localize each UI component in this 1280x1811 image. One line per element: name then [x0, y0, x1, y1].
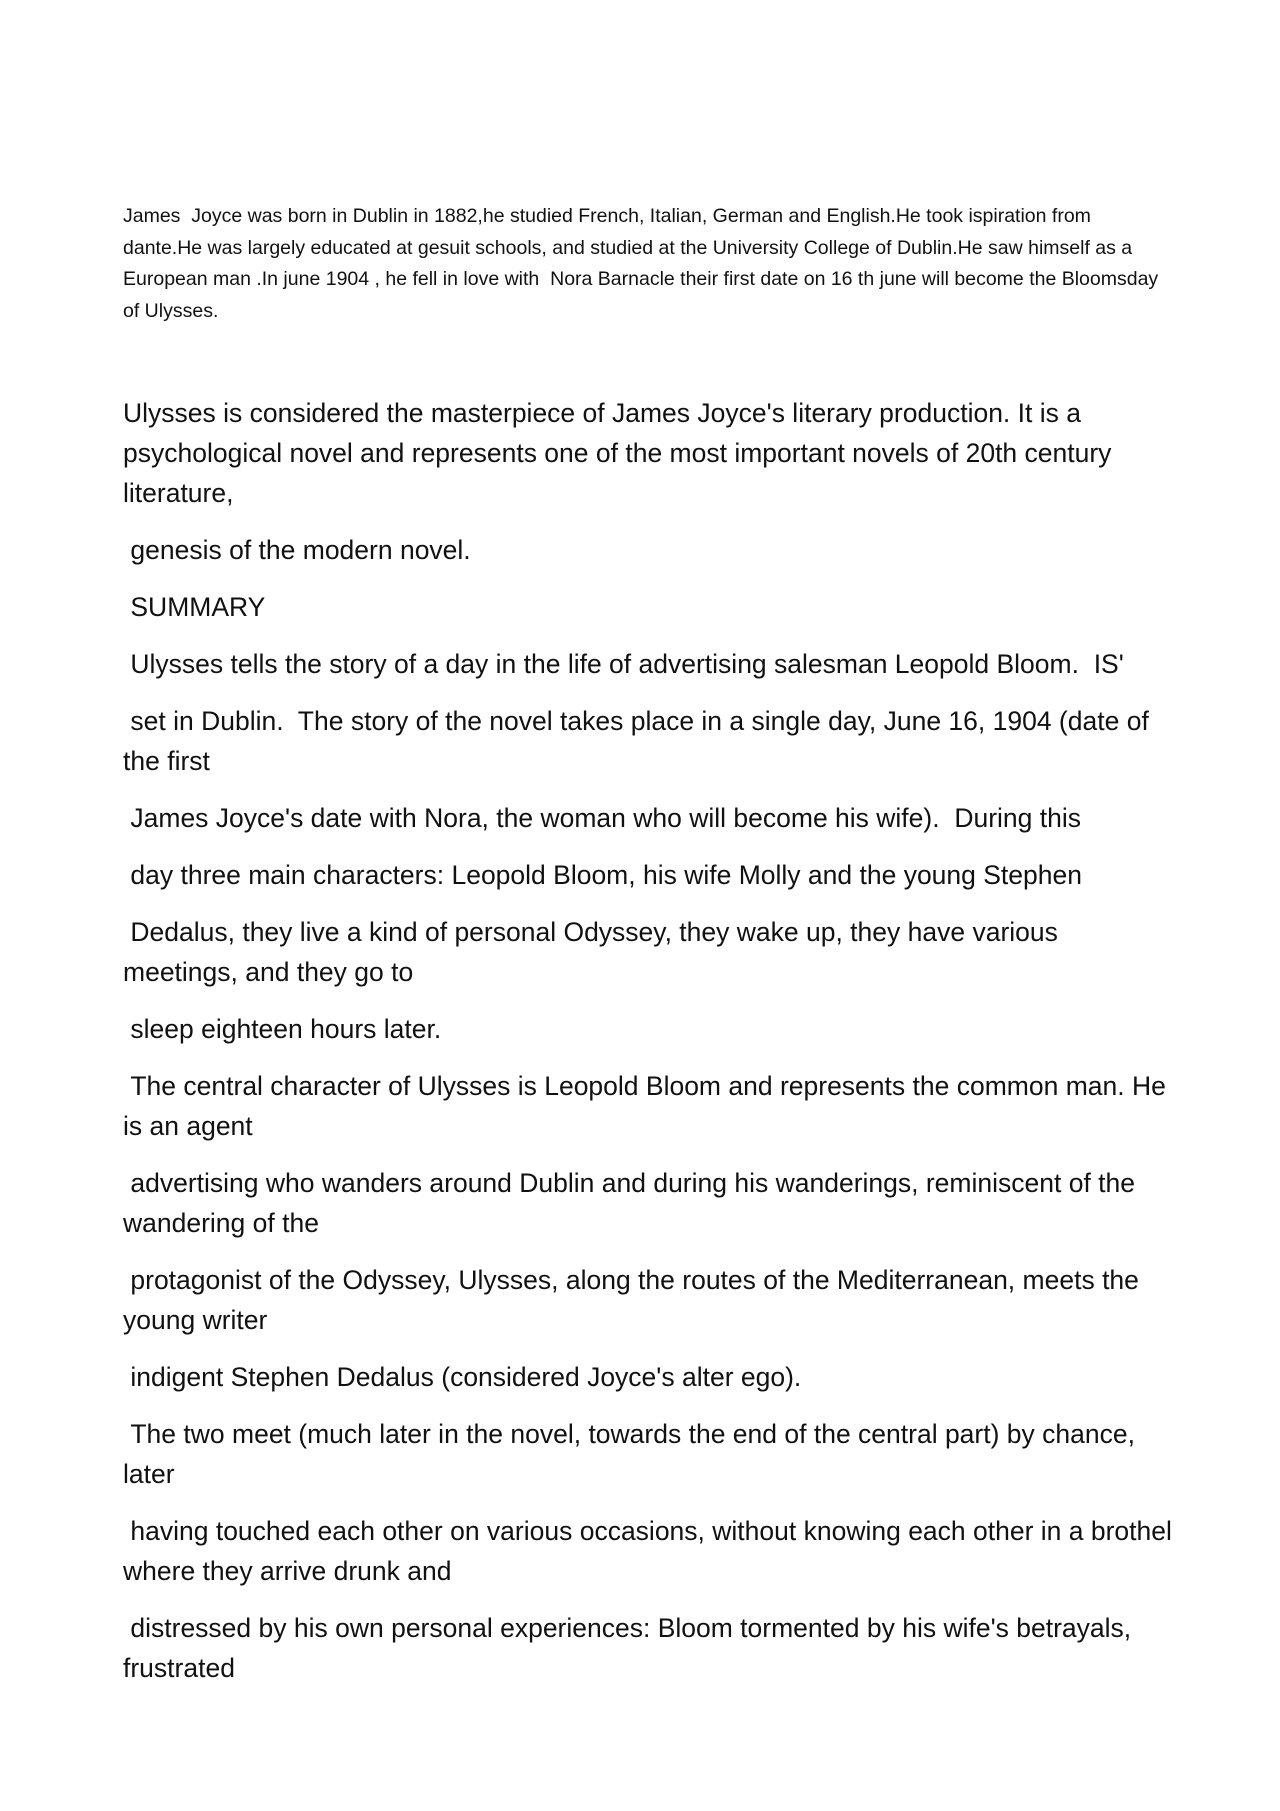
body-paragraph: genesis of the modern novel. [123, 535, 471, 565]
body-paragraph: advertising who wanders around Dublin and during his wanderings, reminiscent of the wandering of the [123, 1168, 1143, 1238]
body-paragraph: protagonist of the Odyssey, Ulysses, along the routes of the Mediterranean, meets the young writer [123, 1265, 1147, 1335]
body-paragraph: Ulysses tells the story of a day in the life of advertising salesman Leopold Bloom. IS' [123, 649, 1124, 679]
body-text [123, 393, 1180, 1705]
body-paragraph: Dedalus, they live a kind of personal Odyssey, they wake up, they have various meetings, and they go to [123, 917, 1066, 987]
body-paragraph: set in Dublin. The story of the novel takes place in a single day, June 16, 1904 (date of the first [123, 706, 1157, 776]
section-heading-summary: SUMMARY [123, 592, 266, 622]
body-paragraph: James Joyce's date with Nora, the woman who will become his wife). During this [123, 803, 1081, 833]
body-paragraph: The central character of Ulysses is Leopold Bloom and represents the common man. He is an agent [123, 1071, 1174, 1141]
body-paragraph: distressed by his own personal experiences: Bloom tormented by his wife's betrayals, frustrated [123, 1613, 1139, 1683]
body-paragraph: indigent Stephen Dedalus (considered Joyce's alter ego). [123, 1362, 802, 1392]
body-paragraph: The two meet (much later in the novel, towards the end of the central part) by chance, later [123, 1419, 1143, 1489]
body-paragraph: sleep eighteen hours later. [123, 1014, 442, 1044]
body-paragraph: having touched each other on various occasions, without knowing each other in a brothel where they arrive drunk and [123, 1516, 1180, 1586]
intro-paragraph: James Joyce was born in Dublin in 1882,he studied French, Italian, German and English.He took ispiration from dante.He was largely educated at gesuit schools, and studied at the University College of Dublin.He saw himself as a European man .In june 1904 , he fell in love with Nora Barnacle their first date on 16 th june will become the Bloomsday of Ulysses. [123, 205, 1164, 322]
body-paragraph: day three main characters: Leopold Bloom, his wife Molly and the young Stephen [123, 860, 1082, 890]
body-paragraph: Ulysses is considered the masterpiece of James Joyce's literary production. It is a psychological novel and represents one of the most important novels of 20th century literature, [123, 398, 1119, 508]
